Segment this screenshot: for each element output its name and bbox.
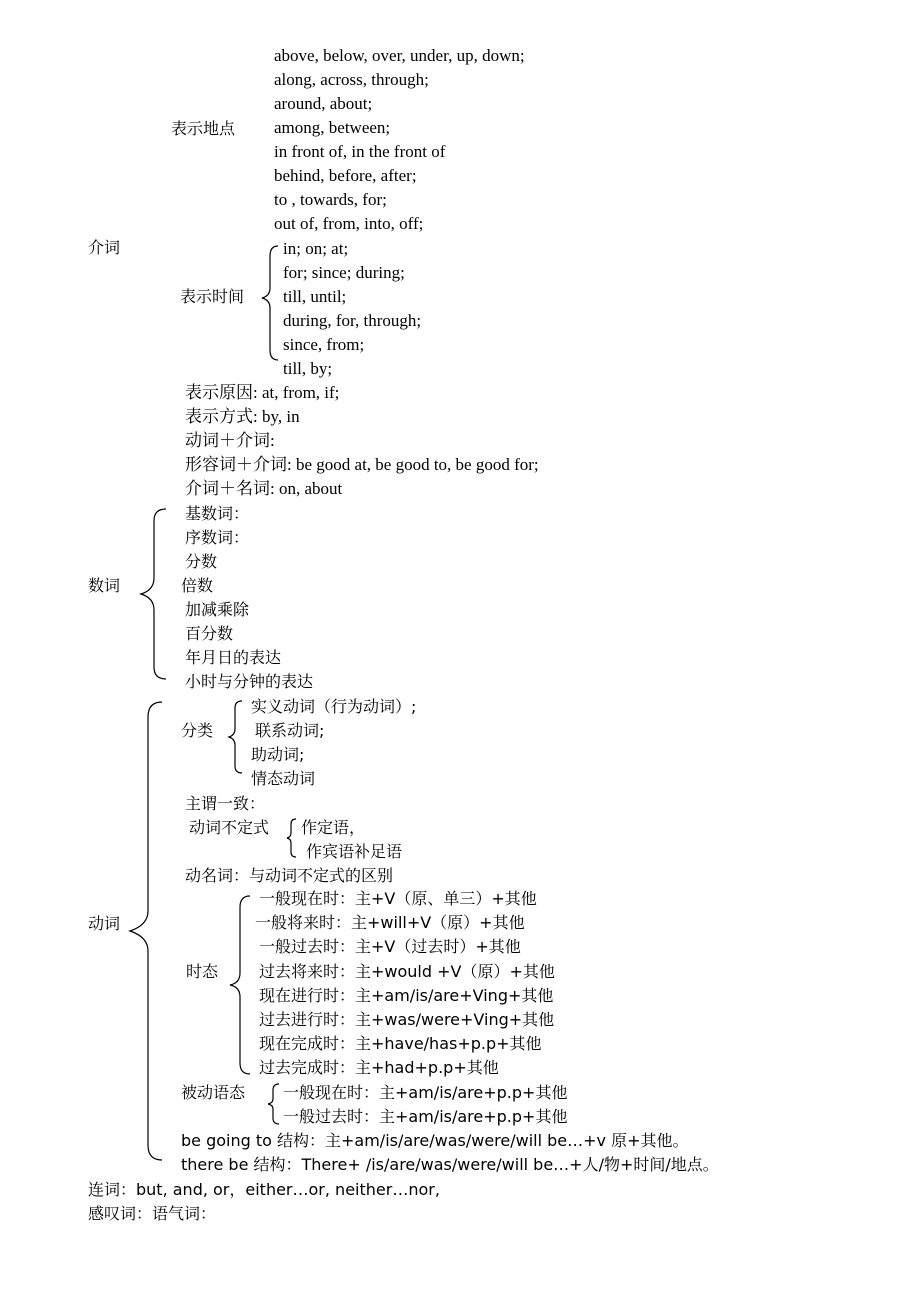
tense-brace	[226, 893, 254, 1077]
list-item: since, from;	[283, 335, 365, 354]
list-item: 情态动词	[251, 769, 316, 788]
verb-agreement: 主谓一致：	[185, 794, 266, 813]
interjection: 感叹词：语气词：	[88, 1204, 217, 1223]
conjunction: 连词：but, and, or，either…or, neither…nor,	[88, 1180, 440, 1199]
tense-label: 时态	[186, 962, 219, 981]
list-item: 小时与分钟的表达	[185, 672, 314, 691]
list-item: 过去将来时：主+would +V（原）+其他	[259, 962, 555, 981]
prep-label: 介词	[88, 238, 121, 257]
list-item: above, below, over, under, up, down;	[274, 46, 525, 65]
prep-prep-noun: 介词＋名词: on, about	[185, 479, 343, 498]
prep-verb-prep: 动词＋介词:	[185, 431, 275, 450]
list-item: 作定语，	[301, 818, 366, 837]
infinitive-label: 动词不定式	[189, 818, 270, 837]
list-item: 一般过去时：主+am/is/are+p.p+其他	[283, 1107, 568, 1126]
list-item: to , towards, for;	[274, 190, 387, 209]
numeral-brace	[138, 506, 170, 682]
list-item: 加减乘除	[185, 600, 250, 619]
verb-brace	[126, 699, 166, 1165]
list-item: 联系动词;	[255, 721, 325, 740]
list-item: 百分数	[185, 624, 234, 643]
list-item: 现在进行时：主+am/is/are+Ving+其他	[259, 986, 554, 1005]
list-item: for; since; during;	[283, 263, 405, 282]
list-item: 年月日的表达	[185, 648, 282, 667]
list-item: 过去进行时：主+was/were+Ving+其他	[259, 1010, 555, 1029]
be-going-to: be going to 结构：主+am/is/are/was/were/will be…+v 原+其他。	[181, 1131, 689, 1150]
list-item: till, until;	[283, 287, 347, 306]
numeral-label: 数词	[88, 576, 121, 595]
list-item: during, for, through;	[283, 311, 422, 330]
verb-gerund: 动名词：与动词不定式的区别	[185, 866, 394, 885]
list-item: 现在完成时：主+have/has+p.p+其他	[259, 1034, 542, 1053]
list-item: 分数	[185, 552, 218, 571]
prep-cause: 表示原因: at, from, if;	[185, 383, 340, 402]
classify-label: 分类	[181, 721, 214, 740]
verb-label: 动词	[88, 914, 121, 933]
list-item: behind, before, after;	[274, 166, 417, 185]
list-item: 一般过去时：主+V（过去时）+其他	[259, 937, 521, 956]
list-item: 序数词：	[185, 528, 250, 547]
list-item: in; on; at;	[283, 239, 349, 258]
passive-label: 被动语态	[181, 1083, 246, 1102]
list-item: 基数词：	[185, 504, 250, 523]
time-label: 表示时间	[180, 287, 245, 306]
prep-adj-prep: 形容词＋介词: be good at, be good to, be good for;	[185, 455, 539, 474]
list-item: 作宾语补足语	[306, 842, 403, 861]
infinitive-brace	[284, 817, 300, 859]
list-item: 助动词;	[251, 745, 305, 764]
classify-brace	[226, 699, 246, 777]
place-label: 表示地点	[171, 119, 236, 138]
there-be: there be 结构：There+ /is/are/was/were/will be…+人/物+时间/地点。	[181, 1155, 719, 1174]
list-item: along, across, through;	[274, 70, 429, 89]
list-item: 实义动词（行为动词）;	[251, 697, 417, 716]
list-item: around, about;	[274, 94, 373, 113]
list-item: 过去完成时：主+had+p.p+其他	[259, 1058, 499, 1077]
list-item: out of, from, into, off;	[274, 214, 424, 233]
prep-manner: 表示方式: by, in	[185, 407, 300, 426]
list-item: 一般将来时：主+will+V（原）+其他	[255, 913, 525, 932]
list-item: among, between;	[274, 118, 391, 137]
list-item: till, by;	[283, 359, 333, 378]
list-item: in front of, in the front of	[274, 142, 446, 161]
list-item: 一般现在时：主+V（原、单三）+其他	[259, 889, 537, 908]
passive-brace	[265, 1082, 283, 1126]
list-item: 一般现在时：主+am/is/are+p.p+其他	[283, 1083, 568, 1102]
time-brace	[258, 244, 282, 364]
list-item: 倍数	[181, 576, 214, 595]
